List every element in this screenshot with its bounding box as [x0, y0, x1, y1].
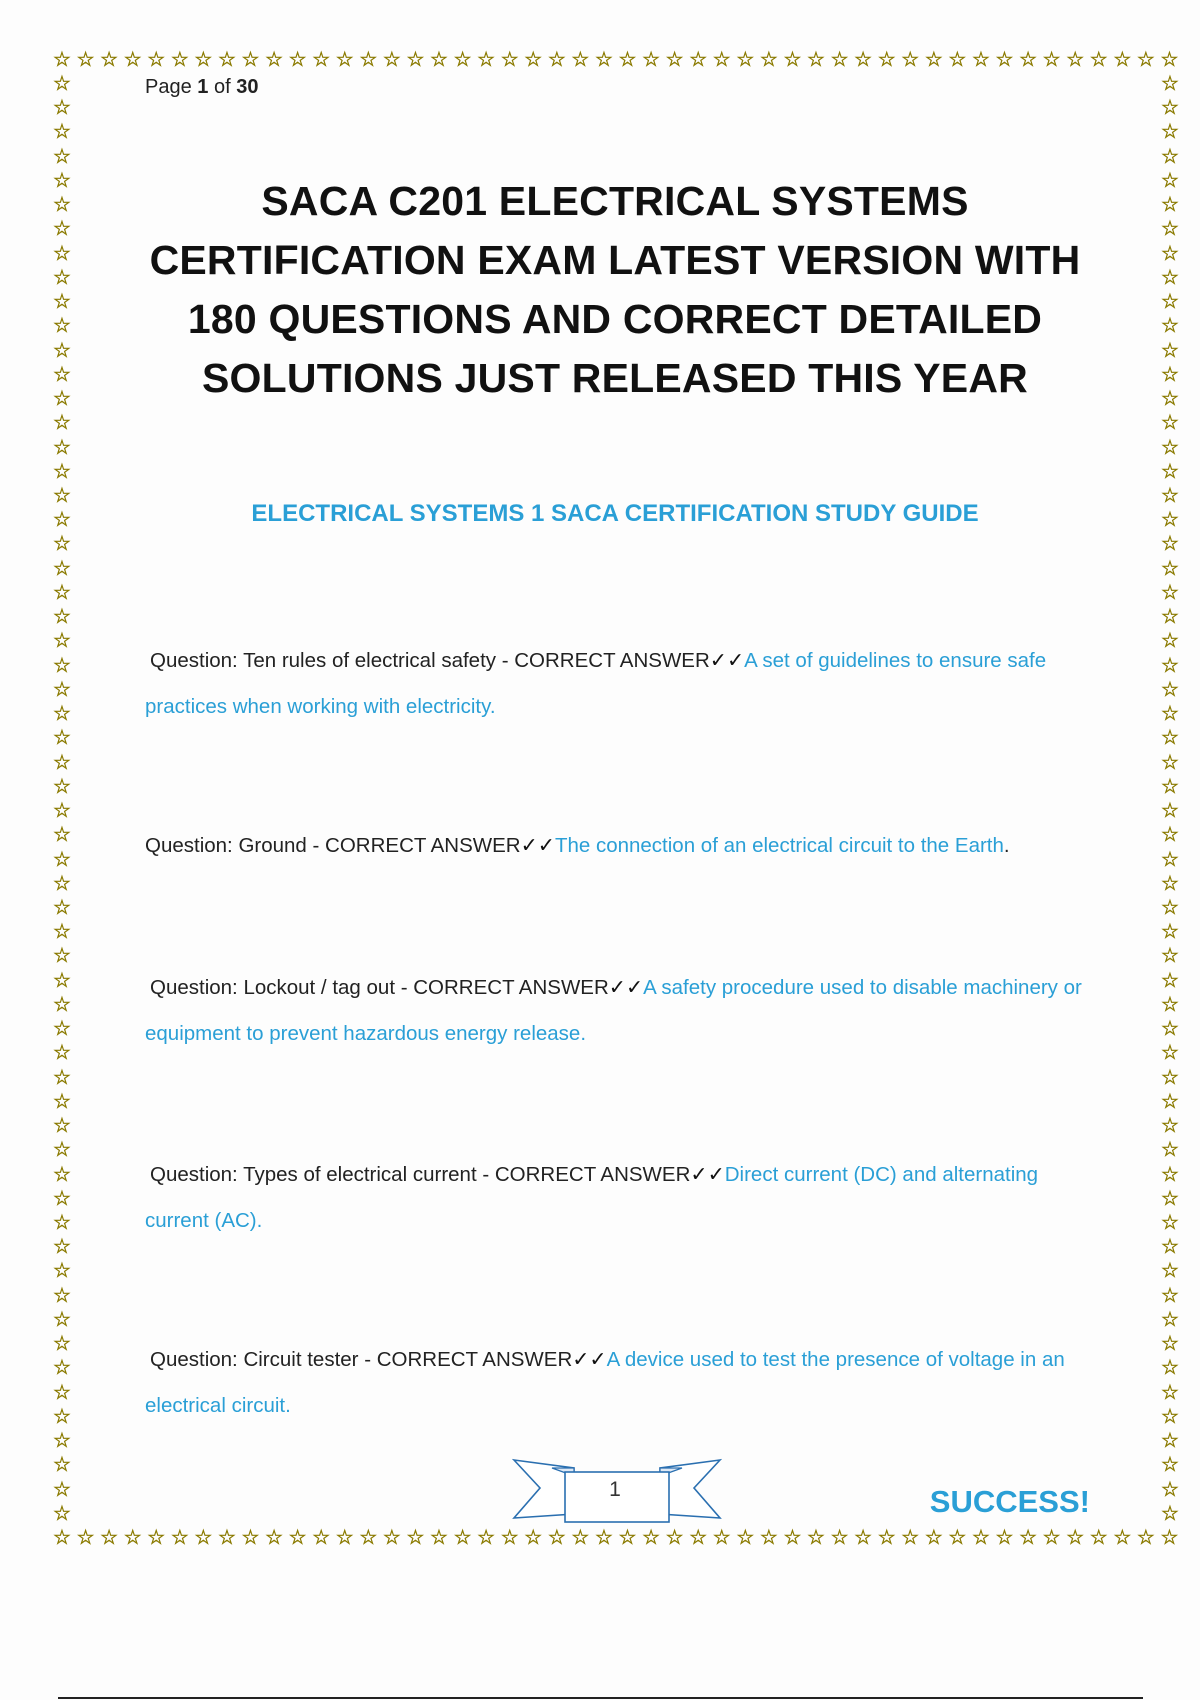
star-icon: ☆ [1161, 1502, 1179, 1525]
star-icon: ☆ [807, 1527, 825, 1549]
star-icon: ☆ [1161, 1090, 1179, 1113]
star-icon: ☆ [1161, 194, 1179, 217]
question-text: Question: Lockout / tag out - CORRECT ANSWER [150, 976, 609, 999]
star-icon: ☆ [53, 339, 71, 362]
star-icon: ☆ [1161, 581, 1179, 604]
star-icon: ☆ [1160, 1527, 1179, 1549]
star-icon: ☆ [430, 1527, 448, 1549]
star-border-top [52, 50, 1180, 70]
star-icon: ☆ [1161, 460, 1179, 483]
star-icon: ☆ [217, 1527, 236, 1549]
star-icon: ☆ [453, 1527, 472, 1549]
star-icon: ☆ [1161, 1454, 1179, 1477]
question-text: Question: Ground - CORRECT ANSWER [145, 834, 521, 857]
star-icon: ☆ [1161, 872, 1179, 895]
star-icon: ☆ [948, 49, 967, 71]
star-icon: ☆ [53, 606, 71, 629]
star-icon: ☆ [877, 49, 896, 71]
star-icon: ☆ [924, 49, 943, 71]
star-icon: ☆ [53, 1260, 71, 1283]
star-icon: ☆ [1161, 993, 1179, 1016]
star-border-right [1160, 74, 1180, 1524]
star-icon: ☆ [76, 49, 95, 71]
star-icon: ☆ [571, 1527, 590, 1549]
star-icon: ☆ [53, 388, 71, 411]
star-border-bottom [52, 1528, 1180, 1548]
star-icon: ☆ [53, 1308, 71, 1331]
star-icon: ☆ [1161, 509, 1179, 532]
star-icon: ☆ [53, 1018, 71, 1041]
star-icon: ☆ [53, 872, 71, 895]
star-icon: ☆ [1161, 557, 1179, 580]
star-icon: ☆ [170, 49, 189, 71]
star-icon: ☆ [53, 1527, 71, 1549]
star-icon: ☆ [1019, 1527, 1038, 1549]
star-icon: ☆ [1113, 1527, 1132, 1549]
star-icon: ☆ [594, 1527, 613, 1549]
star-icon: ☆ [1161, 484, 1179, 507]
star-icon: ☆ [53, 412, 71, 435]
star-icon: ☆ [1161, 945, 1179, 968]
star-icon: ☆ [53, 533, 71, 556]
title-line-1: SACA C201 ELECTRICAL SYSTEMS [261, 178, 969, 224]
of-label: of [213, 76, 231, 98]
star-icon: ☆ [1161, 969, 1179, 992]
star-icon: ☆ [1042, 1527, 1061, 1549]
star-icon: ☆ [53, 436, 71, 459]
star-icon: ☆ [594, 49, 613, 71]
star-icon: ☆ [1161, 1066, 1179, 1089]
star-icon: ☆ [53, 169, 71, 192]
star-icon: ☆ [1161, 1236, 1179, 1259]
star-icon: ☆ [1161, 315, 1179, 338]
star-icon: ☆ [712, 1527, 731, 1549]
star-icon: ☆ [1161, 73, 1179, 95]
star-icon: ☆ [1161, 145, 1179, 168]
star-icon: ☆ [53, 218, 71, 241]
star-icon: ☆ [53, 800, 71, 823]
star-icon: ☆ [1161, 1405, 1179, 1428]
question-text: Question: Circuit tester - CORRECT ANSWER [150, 1348, 573, 1371]
star-icon: ☆ [53, 775, 71, 798]
star-icon: ☆ [76, 1527, 95, 1549]
star-icon: ☆ [1161, 630, 1179, 653]
star-icon: ☆ [53, 703, 71, 726]
star-icon: ☆ [359, 49, 378, 71]
star-icon: ☆ [477, 1527, 496, 1549]
star-icon: ☆ [53, 824, 71, 847]
question-item [145, 638, 1090, 730]
star-icon: ☆ [665, 1527, 684, 1549]
star-icon: ☆ [1161, 1187, 1179, 1210]
star-icon: ☆ [406, 1527, 425, 1549]
title-line-4: SOLUTIONS JUST RELEASED THIS YEAR [202, 355, 1028, 401]
star-icon: ☆ [53, 993, 71, 1016]
star-icon: ☆ [689, 1527, 708, 1549]
question-text: Question: Types of electrical current - CORRECT ANSWER [150, 1163, 691, 1186]
footer-divider [58, 1697, 1143, 1699]
star-icon: ☆ [53, 484, 71, 507]
star-icon: ☆ [618, 49, 637, 71]
star-icon: ☆ [241, 1527, 260, 1549]
current-page: 1 [197, 76, 209, 98]
star-icon: ☆ [1161, 1163, 1179, 1186]
star-icon: ☆ [783, 1527, 802, 1549]
star-icon: ☆ [1161, 727, 1179, 750]
star-icon: ☆ [924, 1527, 943, 1549]
star-icon: ☆ [1161, 218, 1179, 241]
star-icon: ☆ [1161, 1042, 1179, 1065]
star-icon: ☆ [53, 678, 71, 701]
total-pages: 30 [236, 76, 259, 98]
star-icon: ☆ [53, 969, 71, 992]
star-icon: ☆ [712, 49, 731, 71]
star-icon: ☆ [736, 1527, 755, 1549]
star-icon: ☆ [1161, 266, 1179, 289]
star-icon: ☆ [53, 1381, 71, 1404]
star-icon: ☆ [53, 194, 71, 217]
star-icon: ☆ [830, 49, 849, 71]
double-check-icon: ✓✓ [572, 1348, 607, 1371]
star-icon: ☆ [53, 97, 71, 120]
star-icon: ☆ [53, 49, 71, 71]
star-icon: ☆ [53, 751, 71, 774]
star-icon: ☆ [642, 49, 661, 71]
star-icon: ☆ [500, 1527, 519, 1549]
star-icon: ☆ [53, 1090, 71, 1113]
question-item [145, 823, 1090, 869]
star-icon: ☆ [571, 49, 590, 71]
star-icon: ☆ [382, 1527, 401, 1549]
star-icon: ☆ [524, 1527, 543, 1549]
star-icon: ☆ [877, 1527, 896, 1549]
star-icon: ☆ [1161, 606, 1179, 629]
star-icon: ☆ [123, 49, 142, 71]
star-icon: ☆ [642, 1527, 661, 1549]
star-icon: ☆ [500, 49, 519, 71]
page-number: 1 [609, 1478, 621, 1501]
star-icon: ☆ [1161, 121, 1179, 144]
star-icon: ☆ [1161, 800, 1179, 823]
double-check-icon: ✓✓ [690, 1163, 725, 1186]
page-label: Page [145, 76, 192, 98]
star-icon: ☆ [312, 49, 331, 71]
star-icon: ☆ [53, 73, 71, 95]
answer-trailing-period: . [1003, 834, 1010, 857]
star-icon: ☆ [1161, 1430, 1179, 1453]
star-icon: ☆ [1161, 896, 1179, 919]
question-text: Question: Ten rules of electrical safety - CORRECT ANSWER [150, 649, 710, 672]
star-icon: ☆ [382, 49, 401, 71]
star-icon: ☆ [1136, 49, 1155, 71]
star-icon: ☆ [53, 363, 71, 386]
star-icon: ☆ [477, 49, 496, 71]
star-icon: ☆ [1161, 388, 1179, 411]
star-icon: ☆ [971, 49, 990, 71]
star-icon: ☆ [1161, 1478, 1179, 1501]
star-icon: ☆ [53, 242, 71, 265]
star-icon: ☆ [53, 509, 71, 532]
star-icon: ☆ [53, 1430, 71, 1453]
question-item [145, 1337, 1090, 1429]
star-icon: ☆ [170, 1527, 189, 1549]
star-icon: ☆ [901, 49, 920, 71]
star-icon: ☆ [1161, 751, 1179, 774]
star-icon: ☆ [830, 1527, 849, 1549]
success-label: SUCCESS! [929, 1484, 1090, 1519]
star-icon: ☆ [53, 1042, 71, 1065]
star-icon: ☆ [1161, 533, 1179, 556]
star-icon: ☆ [854, 49, 873, 71]
star-icon: ☆ [1161, 1333, 1179, 1356]
star-icon: ☆ [53, 630, 71, 653]
star-icon: ☆ [1161, 1018, 1179, 1041]
star-icon: ☆ [53, 1454, 71, 1477]
question-item [145, 1152, 1090, 1244]
star-icon: ☆ [194, 1527, 213, 1549]
star-icon: ☆ [524, 49, 543, 71]
star-icon: ☆ [783, 49, 802, 71]
star-icon: ☆ [53, 1139, 71, 1162]
star-icon: ☆ [453, 49, 472, 71]
star-border-left [52, 74, 72, 1524]
star-icon: ☆ [265, 49, 284, 71]
star-icon: ☆ [618, 1527, 637, 1549]
star-icon: ☆ [1161, 1212, 1179, 1235]
star-icon: ☆ [995, 1527, 1014, 1549]
star-icon: ☆ [547, 1527, 566, 1549]
star-icon: ☆ [147, 49, 166, 71]
title-line-3: 180 QUESTIONS AND CORRECT DETAILED [187, 296, 1043, 342]
star-icon: ☆ [53, 1502, 71, 1525]
star-icon: ☆ [100, 1527, 119, 1549]
document-title [140, 172, 1090, 408]
double-check-icon: ✓✓ [608, 976, 644, 999]
star-icon: ☆ [53, 1163, 71, 1186]
double-check-icon: ✓✓ [709, 649, 745, 672]
star-icon: ☆ [971, 1527, 990, 1549]
double-check-icon: ✓✓ [520, 834, 555, 857]
star-icon: ☆ [736, 49, 755, 71]
star-icon: ☆ [1161, 1284, 1179, 1307]
star-icon: ☆ [53, 1115, 71, 1138]
star-icon: ☆ [1066, 49, 1085, 71]
star-icon: ☆ [53, 581, 71, 604]
star-icon: ☆ [53, 1187, 71, 1210]
star-icon: ☆ [53, 1284, 71, 1307]
study-guide-subtitle: ELECTRICAL SYSTEMS 1 SACA CERTIFICATION STUDY GUIDE [251, 500, 979, 527]
star-icon: ☆ [1161, 291, 1179, 314]
star-icon: ☆ [1161, 848, 1179, 871]
star-icon: ☆ [1113, 49, 1132, 71]
star-icon: ☆ [147, 1527, 166, 1549]
star-icon: ☆ [1066, 1527, 1085, 1549]
star-icon: ☆ [53, 1236, 71, 1259]
star-icon: ☆ [53, 1357, 71, 1380]
star-icon: ☆ [312, 1527, 331, 1549]
star-icon: ☆ [547, 49, 566, 71]
star-icon: ☆ [1161, 169, 1179, 192]
star-icon: ☆ [53, 848, 71, 871]
star-icon: ☆ [1161, 775, 1179, 798]
star-icon: ☆ [53, 1405, 71, 1428]
star-icon: ☆ [854, 1527, 873, 1549]
star-icon: ☆ [53, 727, 71, 750]
star-icon: ☆ [1161, 412, 1179, 435]
star-icon: ☆ [1161, 1357, 1179, 1380]
star-icon: ☆ [241, 49, 260, 71]
star-icon: ☆ [807, 49, 825, 71]
star-icon: ☆ [759, 49, 778, 71]
answer-text: The connection of an electrical circuit to the Earth [554, 834, 1004, 857]
star-icon: ☆ [53, 266, 71, 289]
star-icon: ☆ [1161, 1139, 1179, 1162]
star-icon: ☆ [53, 1212, 71, 1235]
star-icon: ☆ [901, 1527, 920, 1549]
star-icon: ☆ [53, 1333, 71, 1356]
star-icon: ☆ [1161, 339, 1179, 362]
answer-text: A set of guidelines to ensure safe practices when working with electricity. [145, 649, 1047, 718]
star-icon: ☆ [1161, 654, 1179, 677]
star-icon: ☆ [53, 1066, 71, 1089]
star-icon: ☆ [1161, 1260, 1179, 1283]
star-icon: ☆ [1042, 49, 1061, 71]
star-icon: ☆ [53, 896, 71, 919]
star-icon: ☆ [53, 654, 71, 677]
star-icon: ☆ [53, 557, 71, 580]
star-icon: ☆ [217, 49, 236, 71]
star-icon: ☆ [288, 49, 307, 71]
star-icon: ☆ [265, 1527, 284, 1549]
star-icon: ☆ [948, 1527, 967, 1549]
star-icon: ☆ [53, 1478, 71, 1501]
star-icon: ☆ [1161, 921, 1179, 944]
answer-text: A device used to test the presence of voltage in an electrical circuit. [145, 1348, 1065, 1417]
star-icon: ☆ [123, 1527, 142, 1549]
star-icon: ☆ [53, 921, 71, 944]
star-icon: ☆ [1161, 97, 1179, 120]
star-icon: ☆ [406, 49, 425, 71]
question-item [145, 965, 1090, 1057]
star-icon: ☆ [335, 49, 354, 71]
star-icon: ☆ [53, 315, 71, 338]
page-counter [145, 76, 258, 99]
answer-text: A safety procedure used to disable machinery or equipment to prevent hazardous energy release. [145, 976, 1082, 1045]
star-icon: ☆ [53, 460, 71, 483]
title-line-2: CERTIFICATION EXAM LATEST VERSION WITH [149, 237, 1081, 283]
star-icon: ☆ [1161, 824, 1179, 847]
star-icon: ☆ [1161, 1308, 1179, 1331]
answer-text: Direct current (DC) and alternating current (AC). [145, 1163, 1039, 1232]
star-icon: ☆ [1019, 49, 1038, 71]
star-icon: ☆ [359, 1527, 378, 1549]
star-icon: ☆ [665, 49, 684, 71]
star-icon: ☆ [1136, 1527, 1155, 1549]
star-icon: ☆ [1089, 1527, 1108, 1549]
star-icon: ☆ [53, 945, 71, 968]
star-icon: ☆ [1161, 363, 1179, 386]
star-icon: ☆ [194, 49, 213, 71]
star-icon: ☆ [1089, 49, 1108, 71]
star-icon: ☆ [1161, 242, 1179, 265]
star-icon: ☆ [689, 49, 708, 71]
star-icon: ☆ [100, 49, 119, 71]
star-icon: ☆ [53, 291, 71, 314]
star-icon: ☆ [335, 1527, 354, 1549]
star-icon: ☆ [1160, 49, 1179, 71]
star-icon: ☆ [53, 121, 71, 144]
star-icon: ☆ [430, 49, 448, 71]
star-icon: ☆ [1161, 703, 1179, 726]
star-icon: ☆ [1161, 1381, 1179, 1404]
star-icon: ☆ [759, 1527, 778, 1549]
star-icon: ☆ [1161, 678, 1179, 701]
star-icon: ☆ [1161, 436, 1179, 459]
star-icon: ☆ [995, 49, 1014, 71]
star-icon: ☆ [53, 145, 71, 168]
star-icon: ☆ [1161, 1115, 1179, 1138]
star-icon: ☆ [288, 1527, 307, 1549]
